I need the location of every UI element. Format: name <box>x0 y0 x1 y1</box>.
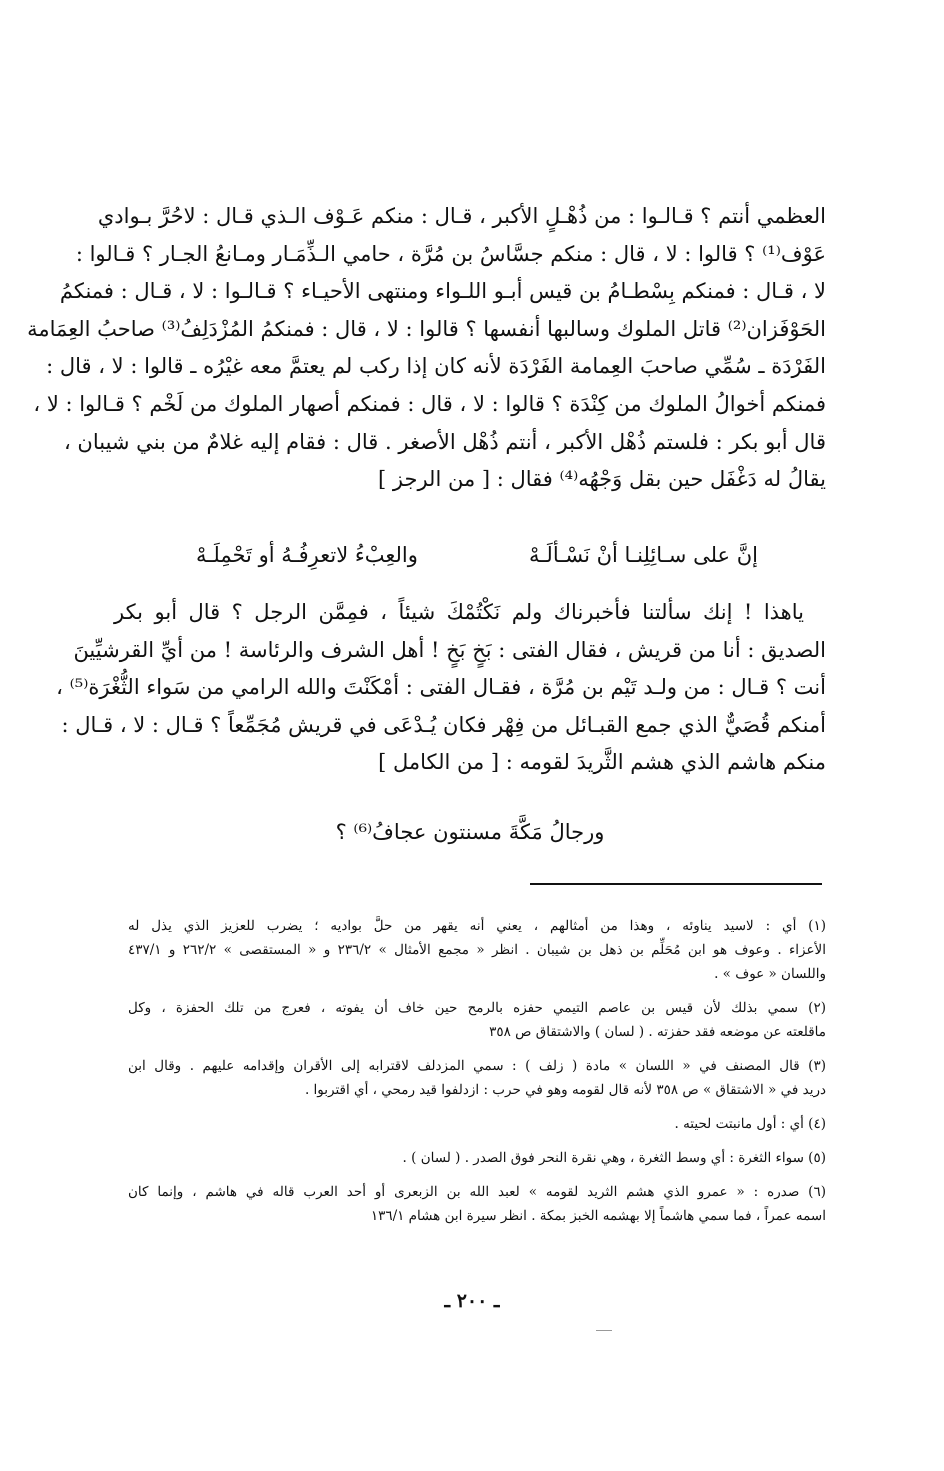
verse-rajaz <box>114 535 826 575</box>
text-line: الحَوْفَزان⁽²⁾ قاتل الملوك وسالبها أنفسها ؟ قالوا : لا ، قال : فمنكمُ المُزْدَلِفُ⁽³⁾ صاحبُ العِمَامة <box>27 316 826 341</box>
text-line: فمنكم أخوالُ الملوك من كِنْدَة ؟ قالوا : لا ، قال : فمنكم أصهار الملوك من لَخْم ؟ قـالوا : لا ، <box>33 391 826 416</box>
text-line: منكم هاشم الذي هشم الثَّريدَ لقومه : [ من الكامل ] <box>378 750 826 775</box>
footnote-line: اسمه عمراً ، فما سمي هاشماً إلا بهشمه الخبز بمكة . انظر سيرة ابن هشام ١٣٦/١ <box>370 1208 826 1224</box>
footnote-line: ماقلعته عن موضعه فقد حفزته . ( لسان ) والاشتقاق ص ٣٥٨ <box>489 1024 826 1040</box>
main-paragraph <box>27 198 826 499</box>
text-line: أنت ؟ قـال : من ولـد تَيْم بن مُرَّة ، فقـال الفتى : أمْكَنْتَ والله الرامي من سَواء الثُّغْرَة⁽⁵⁾ ، <box>56 675 826 700</box>
page-number: ـ ٢٠٠ ـ <box>444 1290 500 1312</box>
footnote-line: (٢) سمي بذلك لأن قيس بن عاصم التيمي حفزه بالرمح حين خاف أن يفوته ، فعرج من تلك الحفزة ، وكل <box>128 1000 826 1016</box>
text-line: العظمي أنتم ؟ قـالـوا : من ذُهْـلٍ الأكبر ، قـال : منكم عَـوْف الـذي قـال : لاحُرَّ بـوادي <box>97 204 826 228</box>
text-line: عَوْف⁽¹⁾ ؟ قالوا : لا ، قال : منكم جسَّاسُ بن مُرَّة ، حامي الـذِّمَـار ومـانعُ الجـار ؟ قـالوا : <box>75 241 826 266</box>
text-line: الفَرْدَة ـ سُمِّي صاحبَ العِمامة الفَرْدَة لأنه كان إذا ركب لم يعتمَّ معه غيْرُه ـ قالوا : لا ، قال : <box>46 354 826 379</box>
second-paragraph <box>56 594 826 782</box>
text-line: لا ، قـال : فمنكم بِسْطـامُ بن قيس أبـو اللـواء ومنتهى الأحيـاء ؟ قـالـوا : لا ، قـال : فمنكمُ <box>59 279 826 304</box>
verse-first-hemistich: إنَّ على سـائِلِنـا أنْ نَسْـألَـهْ <box>529 543 758 567</box>
text-line: قال أبو بكر : فلستم ذُهْل الأكبر ، أنتم ذُهْل الأصغر . قال : فقام إليه غلامٌ من بني شيبان ، <box>63 429 826 454</box>
footnote-line: (٤) أي : أول مانبتت لحيته . <box>674 1116 826 1132</box>
footnote-line: (٣) قال المصنف في « اللسان » مادة ( زلف ) : سمي المزدلف لاقترابه إلى الأقران وإقدامه عليهم . وقال ابن <box>128 1058 826 1074</box>
text-line: أمنكم قُصَيٌّ الذي جمع القبـائل من فِهْر فكان يُـدْعَى في قريش مُجَمِّعاً ؟ قـال : لا ، قـال : <box>61 712 826 737</box>
text-line: ياهذا ! إنك سألتنا فأخبرناك ولم نَكْتُمْكَ شيئاً ، فمِمَّن الرجل ؟ قال أبو بكر <box>114 600 804 624</box>
scan-mark <box>596 1330 612 1331</box>
footnote-line: الأعزاء . وعوف هو ابن مُحَلِّم بن ذهل بن شيبان . انظر « مجمع الأمثال » ٢٣٦/٢ و « المستقصى » ٢٦٢/٢ و ٤٣٧/١ <box>128 942 826 958</box>
footnote-line: (٥) سواء الثغرة : أي وسط الثغرة ، وهي نقرة النحر فوق الصدر . ( لسان ) . <box>402 1150 826 1166</box>
footnote-line: واللسان « عوف » . <box>714 966 826 982</box>
text-line: يقالُ له دَغْفَل حين بقل وَجْهُه⁽⁴⁾ فقال : [ من الرجز ] <box>378 467 826 492</box>
text-line: الصديق : أنا من قريش ، فقال الفتى : بَخٍ بَخٍ ! أهل الشرف والرئاسة ! من أيِّ القرشيِّينَ <box>73 637 826 662</box>
footnote-line: دريد في « الاشتقاق » ص ٣٥٨ لأنه قال لقومه وهو في حرب : ازدلفوا قيد رمحي ، أي اقتربوا . <box>304 1082 826 1098</box>
footnotes <box>128 914 826 1228</box>
footnote-line: (١) أي : لاسيد يناوئه ، وهذا من أمثالهم ، يعني أنه يقهر من حلَّ بواديه ؛ يضرب للعزيز الذي يذل له <box>128 918 826 934</box>
footnote-line: (٦) صدره : « عمرو الذي هشم الثريد لقومه » لعبد الله بن الزبعرى أو أحد العرب قاله في هاشم ، وإنما كان <box>128 1184 826 1200</box>
footnote-separator <box>530 883 822 885</box>
verse-second-hemistich: والعِبْءُ لاتعرِفُـهُ أو تَحْمِلَـهْ <box>196 543 418 567</box>
verse-kamil: ورجالُ مَكَّةَ مسنتون عجافُ⁽⁶⁾ ؟ <box>335 820 605 844</box>
